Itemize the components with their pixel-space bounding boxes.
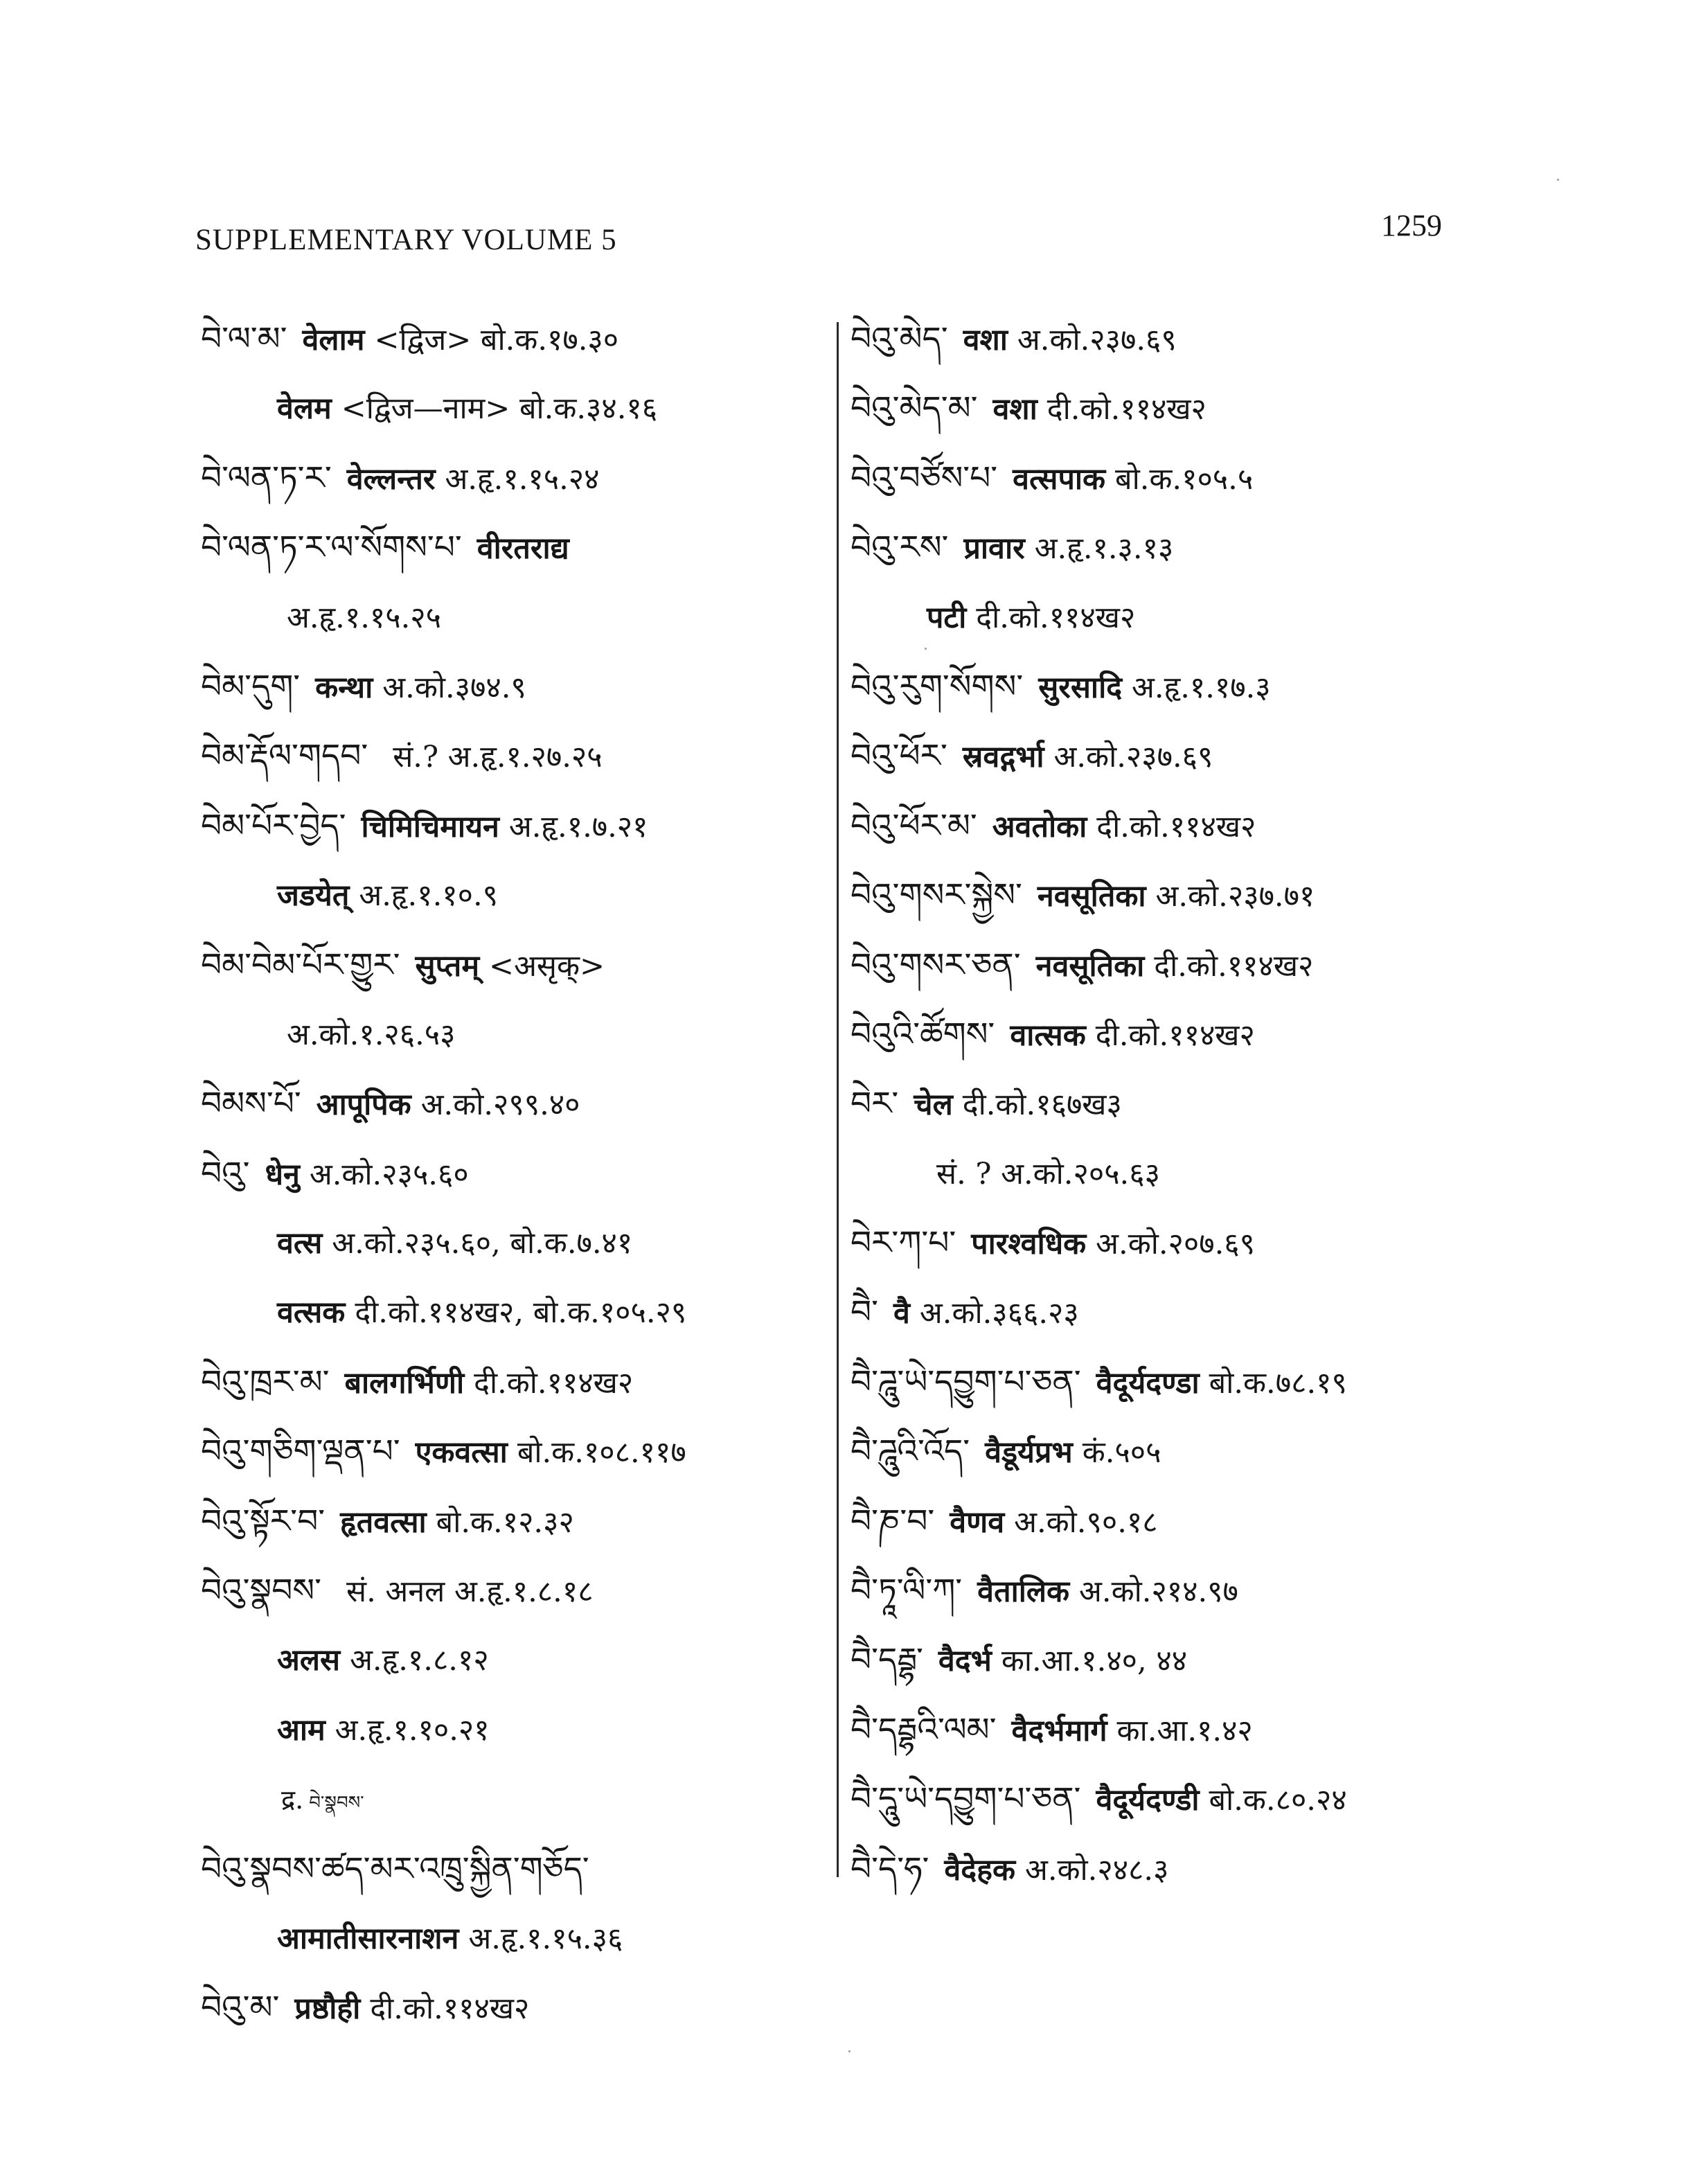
source-reference: अ.हृ.१.७.२१ — [508, 809, 648, 844]
source-reference: बो.क.१०८.११७ — [517, 1435, 686, 1471]
tibetan-headword: བེའུ་རུག་སོགས་ — [850, 667, 1024, 706]
source-reference: <द्विज> बो.क.१७.३० — [374, 323, 619, 357]
tibetan-headword: བེམས་པོ་ — [201, 1085, 301, 1124]
dictionary-line — [201, 722, 824, 791]
sanskrit-equivalent: वेलम — [277, 391, 332, 427]
dictionary-line — [201, 652, 824, 722]
dictionary-line — [850, 1487, 1502, 1556]
tibetan-headword: བེའུ་ཕོར་ — [850, 737, 947, 776]
source-reference: अ.को.२३५.६०, बो.क.७.४१ — [332, 1226, 633, 1261]
tibetan-headword: བེར་ཀ་པ་ — [850, 1224, 956, 1263]
sanskrit-equivalent: वैदूर्यदण्डी — [1096, 1783, 1200, 1818]
dictionary-line — [850, 1139, 1502, 1209]
tibetan-headword: བེའུ་སྣབས་ — [201, 1572, 321, 1610]
tibetan-headword: བེའུ་བཙོས་པ་ — [850, 459, 998, 497]
tibetan-headword: བེའུ་སྟོར་བ་ — [201, 1502, 326, 1541]
source-reference: अ.हृ.१.१०.९ — [359, 878, 498, 914]
page-header — [195, 208, 1442, 270]
dictionary-line — [201, 374, 824, 443]
sanskrit-equivalent: वशा — [992, 392, 1037, 427]
sanskrit-equivalent: वैतालिक — [977, 1574, 1070, 1610]
source-reference: अ.को.२९९.४० — [420, 1087, 580, 1123]
tibetan-headword: བཻ་ཌཱུ་ཡེ་དབྱུག་པ་ཅན་ — [850, 1362, 1081, 1401]
sanskrit-equivalent: वत्सपाक — [1013, 461, 1106, 497]
source-reference: अ.को.२३५.६० — [309, 1157, 469, 1192]
sanskrit-equivalent: आम — [277, 1712, 326, 1748]
source-reference: दी.को.११४ख२ — [1154, 948, 1314, 984]
sanskrit-equivalent: एकवत्सा — [415, 1435, 508, 1471]
running-title: SUPPLEMENTARY VOLUME 5 — [195, 224, 617, 256]
source-reference: दी.को.११४ख२ — [976, 600, 1136, 635]
tibetan-headword: བེ་ལ་མ་ — [201, 320, 287, 358]
dictionary-line — [201, 1626, 824, 1695]
dictionary-line — [850, 652, 1502, 722]
tibetan-headword: བཻ་ཏཱ་ལི་ཀ་ — [850, 1572, 963, 1610]
source-reference: बो.क.१०५.५ — [1115, 461, 1254, 497]
source-reference: का.आ.१.४२ — [1116, 1713, 1253, 1748]
dictionary-line — [850, 861, 1502, 930]
dictionary-line — [201, 1000, 824, 1069]
tibetan-headword: བེའུ་གསར་སྐྱེས་ — [850, 876, 1022, 915]
dictionary-line — [201, 1209, 824, 1278]
dictionary-line — [201, 444, 824, 513]
sanskrit-equivalent: सुरसादि — [1038, 670, 1123, 705]
sanskrit-equivalent: वशा — [963, 323, 1008, 357]
dictionary-line — [201, 1904, 824, 1973]
dictionary-line — [850, 722, 1502, 791]
sanskrit-equivalent: वेल्लन्तर — [346, 461, 436, 497]
tibetan-headword: བེ་ལན་ཏ་ར་ལ་སོགས་པ་ — [201, 529, 462, 567]
source-reference: अ.को.२४८.३ — [1024, 1852, 1169, 1888]
sanskrit-equivalent: नवसूतिका — [1037, 879, 1146, 914]
source-reference: अ.को.२१४.९७ — [1079, 1574, 1238, 1610]
right-column — [850, 305, 1502, 1904]
dictionary-line — [850, 1278, 1502, 1347]
dictionary-line — [850, 792, 1502, 861]
dictionary-line — [201, 931, 824, 1000]
dictionary-line — [850, 305, 1502, 374]
source-reference: अ.को.३७४.९ — [382, 670, 526, 705]
source-reference: दी.को.११४ख२ — [1096, 809, 1256, 844]
dictionary-line — [201, 861, 824, 930]
tibetan-headword: བཻ་ཎ་བ་ — [850, 1502, 935, 1541]
sanskrit-equivalent: वै — [893, 1296, 910, 1331]
tibetan-headword: བཻ་ཌཱུའི་འོད་ — [850, 1432, 970, 1471]
dictionary-line — [850, 1626, 1502, 1695]
source-reference: दी.को.११४ख२, बो.क.१०५.२९ — [355, 1295, 687, 1331]
sanskrit-equivalent: वैदर्भ — [938, 1644, 992, 1679]
source-reference: सं. अनल अ.हृ.१.८.१८ — [346, 1574, 594, 1610]
sanskrit-equivalent: वैदर्भमार्ग — [1011, 1713, 1107, 1748]
source-reference: बो.क.७८.१९ — [1209, 1365, 1347, 1401]
sanskrit-equivalent: अवतोका — [992, 809, 1087, 844]
source-reference: अ.हृ.१.१५.२५ — [287, 600, 441, 635]
sanskrit-equivalent: वात्सक — [1010, 1018, 1086, 1053]
tibetan-headword: བཻ་དརྦྷའི་ལམ་ — [850, 1710, 997, 1749]
dictionary-line — [201, 792, 824, 861]
sanskrit-equivalent: सुप्तम् — [415, 948, 480, 984]
dictionary-line — [850, 444, 1502, 513]
source-reference: कं.५०५ — [1082, 1435, 1161, 1471]
tibetan-headword: བེའུ་ཕོར་མ་ — [850, 806, 977, 845]
sanskrit-equivalent: वैडूर्यप्रभ — [985, 1435, 1073, 1471]
source-reference: बो.क.८०.२४ — [1209, 1783, 1347, 1818]
sanskrit-equivalent: वैदेहक — [944, 1852, 1015, 1888]
tibetan-headword: བེམ་རྡོལ་གདབ་ — [201, 737, 368, 776]
dictionary-line — [850, 931, 1502, 1000]
sanskrit-equivalent: पारश्वधिक — [971, 1227, 1087, 1262]
dictionary-line — [850, 1765, 1502, 1834]
source-reference: दी.को.११४ख२ — [1047, 392, 1206, 427]
sanskrit-equivalent: चिमिचिमायन — [361, 809, 499, 844]
tibetan-headword: བཻ་དརྦྷ་ — [850, 1641, 923, 1680]
tibetan-headword: བེམ་དུག་ — [201, 667, 301, 706]
sanskrit-equivalent: जडयेत् — [277, 878, 350, 914]
dictionary-line — [850, 1069, 1502, 1139]
sanskrit-equivalent: आपूपिक — [316, 1087, 411, 1123]
tibetan-headword: བེའུ་རས་ — [850, 529, 949, 567]
source-reference: अ.हृ.१.३.१३ — [1034, 531, 1174, 567]
source-reference: अ.को.२३७.६९ — [1017, 323, 1177, 357]
source-reference: अ.हृ.१.१५.२४ — [445, 461, 600, 497]
dictionary-line — [201, 1765, 824, 1834]
tibetan-headword: བེའུ་ཁྲར་མ་ — [201, 1362, 330, 1401]
scan-speck — [925, 648, 927, 650]
dictionary-line — [850, 1696, 1502, 1765]
dictionary-line — [850, 583, 1502, 652]
sanskrit-equivalent: आमातीसारनाशन — [277, 1921, 459, 1956]
tibetan-headword: བེའུ་མེད་མ་ — [850, 389, 978, 428]
page-number: 1259 — [1381, 208, 1442, 242]
tibetan-headword: བཻ་དེ་ཧ་ — [850, 1849, 929, 1888]
dictionary-line — [850, 1348, 1502, 1417]
dictionary-line — [201, 1835, 824, 1904]
left-column — [201, 305, 824, 2043]
source-reference: अ.को.२०७.६९ — [1096, 1227, 1255, 1262]
sanskrit-equivalent: वत्स — [277, 1226, 323, 1261]
source-reference: दी.को.११४ख२ — [1095, 1018, 1255, 1053]
tibetan-headword: བེའུའི་ཚོགས་ — [850, 1015, 995, 1054]
tibetan-headword: བེ་ལན་ཏ་ར་ — [201, 459, 332, 497]
sanskrit-equivalent: वैणव — [950, 1504, 1005, 1540]
sanskrit-equivalent: पटी — [927, 600, 967, 635]
cross-reference-label: द्र. — [281, 1784, 304, 1815]
source-reference: अ.को.९०.१८ — [1014, 1504, 1158, 1540]
source-reference: <असृक्> — [489, 948, 605, 984]
source-reference: दी.को.१६७ख३ — [962, 1087, 1122, 1123]
dictionary-line — [850, 1000, 1502, 1069]
source-reference: अ.को.२३७.७१ — [1155, 879, 1315, 914]
sanskrit-equivalent: हृतवत्सा — [340, 1504, 427, 1540]
tibetan-headword: བེའུ་མེད་ — [850, 320, 948, 358]
dictionary-line — [201, 1139, 824, 1209]
source-reference: अ.हृ.१.१०.२१ — [335, 1712, 490, 1748]
tibetan-headword: བཻ་དཱུ་ཡེ་དབྱུག་པ་ཅན་ — [850, 1780, 1081, 1819]
source-reference: दी.को.११४ख२ — [474, 1365, 634, 1401]
dictionary-line — [850, 513, 1502, 583]
source-reference: अ.हृ.१.१५.३६ — [468, 1921, 623, 1956]
dictionary-line — [201, 1348, 824, 1417]
source-reference: सं.? अ.हृ.१.२७.२५ — [393, 740, 603, 775]
sanskrit-equivalent: वीरतराद्य — [477, 531, 569, 567]
dictionary-line — [201, 583, 824, 652]
sanskrit-equivalent: स्रवद्गर्भा — [962, 740, 1044, 775]
sanskrit-equivalent: वैदूर्यदण्डा — [1096, 1365, 1200, 1401]
sanskrit-equivalent: नवसूतिका — [1035, 948, 1145, 984]
sanskrit-equivalent: कन्था — [315, 670, 373, 705]
dictionary-line — [850, 1835, 1502, 1904]
sanskrit-equivalent: चेल — [914, 1087, 953, 1123]
source-reference: अ.को.१.२६.५३ — [287, 1017, 456, 1052]
tibetan-cross-reference: བེ་སྣབས་ — [309, 1793, 364, 1814]
dictionary-line — [201, 1696, 824, 1765]
tibetan-headword: བཻ་ — [850, 1293, 878, 1332]
source-reference: का.आ.१.४०, ४४ — [1001, 1644, 1188, 1679]
sanskrit-equivalent: वेलाम — [302, 323, 365, 357]
dictionary-line — [201, 1487, 824, 1556]
source-reference: अ.हृ.१.८.१२ — [350, 1643, 489, 1678]
tibetan-headword: བེམ་བེམ་པོར་གྱུར་ — [201, 945, 400, 984]
tibetan-headword: བེའུ་སྣབས་ཚད་མར་འཁྲུ་སྐྱིན་གཅོད་ — [201, 1849, 589, 1888]
dictionary-line — [201, 1069, 824, 1139]
sanskrit-equivalent: वत्सक — [277, 1295, 346, 1331]
scan-speck — [848, 2050, 850, 2052]
source-reference: <द्विज—नाम> बो.क.३४.१६ — [341, 391, 658, 427]
sanskrit-equivalent: अलस — [277, 1643, 341, 1678]
dictionary-line — [201, 1278, 824, 1347]
sanskrit-equivalent: धेनु — [265, 1157, 300, 1192]
tibetan-headword: བེར་ — [850, 1085, 899, 1124]
source-reference: दी.को.११४ख२ — [370, 1991, 530, 2027]
sanskrit-equivalent: बालगर्भिणी — [344, 1365, 465, 1401]
source-reference: अ.को.३६६.२३ — [919, 1296, 1079, 1331]
source-reference: सं. ? अ.को.२०५.६३ — [936, 1156, 1160, 1191]
dictionary-line — [850, 1417, 1502, 1486]
dictionary-line — [850, 1556, 1502, 1626]
tibetan-headword: བེའུ་ — [201, 1154, 250, 1193]
dictionary-line — [850, 1209, 1502, 1278]
tibetan-headword: བེམ་པོར་བྱེད་ — [201, 806, 346, 845]
tibetan-headword: བེའུ་མ་ — [201, 1989, 280, 2027]
dictionary-line — [201, 305, 824, 374]
sanskrit-equivalent: प्रावार — [963, 531, 1025, 567]
tibetan-headword: བེའུ་གཅིག་ལྡན་པ་ — [201, 1432, 400, 1471]
dictionary-line — [201, 1417, 824, 1486]
dictionary-line — [201, 1556, 824, 1626]
tibetan-headword: བེའུ་གསར་ཅན་ — [850, 945, 1021, 984]
dictionary-line — [201, 513, 824, 583]
sanskrit-equivalent: प्रष्ठौही — [294, 1991, 361, 2027]
dictionary-line — [850, 374, 1502, 443]
column-divider — [837, 322, 839, 1877]
dictionary-line — [201, 1973, 824, 2043]
source-reference: अ.हृ.१.१७.३ — [1132, 670, 1271, 705]
source-reference: बो.क.१२.३२ — [436, 1504, 574, 1540]
scan-speck — [1557, 179, 1559, 181]
source-reference: अ.को.२३७.६९ — [1053, 740, 1213, 775]
